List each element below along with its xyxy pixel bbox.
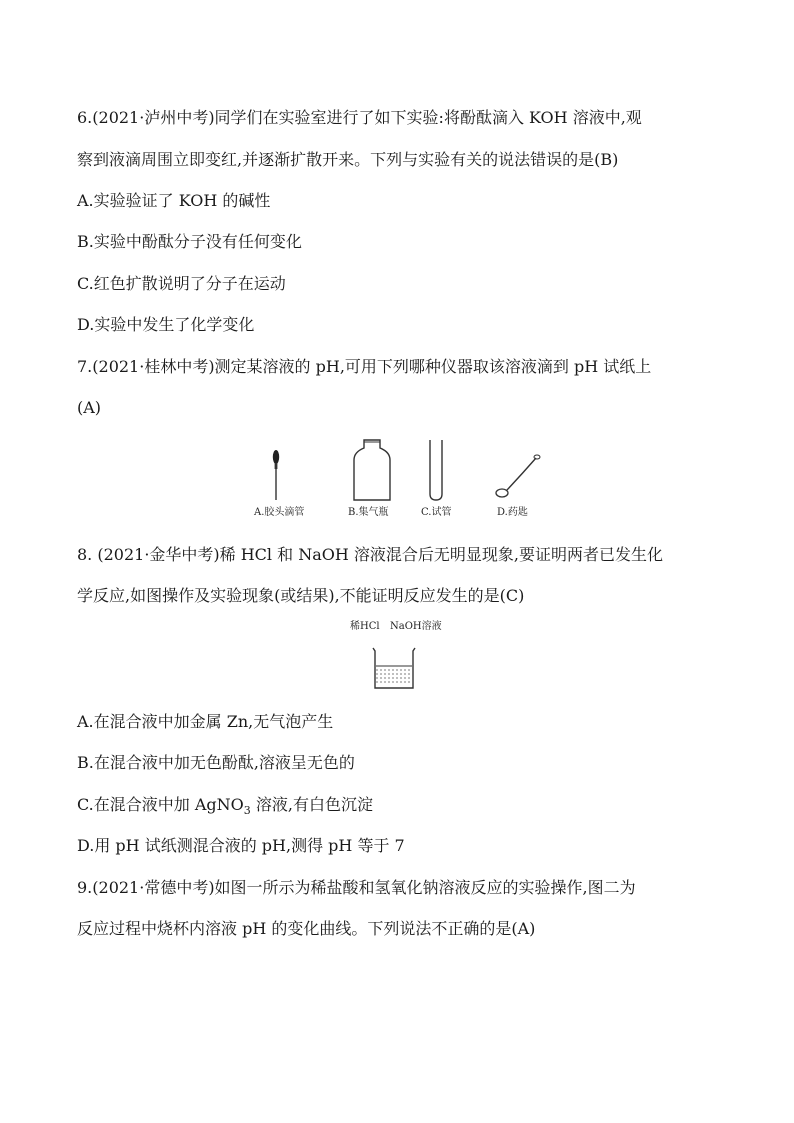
- q7-caption-b: B.集气瓶: [348, 507, 389, 518]
- q8-stem-line1: 8. (2021·金华中考)稀 HCl 和 NaOH 溶液混合后无明显现象,要证明两者已发生化: [77, 545, 663, 564]
- q8-option-c-text: C.在混合液中加 AgNO: [77, 795, 244, 814]
- q7-caption-c: C.试管: [421, 507, 452, 518]
- q6-option-d: D.实验中发生了化学变化: [77, 315, 255, 334]
- q8-label-naoh: NaOH溶液: [390, 621, 442, 632]
- q8-option-a: A.在混合液中加金属 Zn,无气泡产生: [77, 712, 334, 731]
- medicine-spoon-figure: [492, 452, 542, 502]
- q8-stem-line2: 学反应,如图操作及实验现象(或结果),不能证明反应发生的是(C): [77, 586, 525, 605]
- q6-option-c: C.红色扩散说明了分子在运动: [77, 274, 286, 293]
- q6-option-a: A.实验验证了 KOH 的碱性: [77, 191, 271, 210]
- q7-caption-a: A.胶头滴管: [254, 507, 305, 518]
- beaker-figure: [370, 646, 418, 692]
- q6-stem-line2: 察到液滴周围立即变红,并逐渐扩散开来。下列与实验有关的说法错误的是(B): [77, 150, 619, 169]
- test-tube-figure: [426, 438, 446, 504]
- q7-stem-line1: 7.(2021·桂林中考)测定某溶液的 pH,可用下列哪种仪器取该溶液滴到 pH 试纸上: [77, 357, 652, 376]
- q9-stem-line1: 9.(2021·常德中考)如图一所示为稀盐酸和氢氧化钠溶液反应的实验操作,图二为: [77, 878, 636, 897]
- q6-stem-line1: 6.(2021·泸州中考)同学们在实验室进行了如下实验:将酚酞滴入 KOH 溶液中,观: [77, 108, 642, 127]
- q8-option-d: D.用 pH 试纸测混合液的 pH,测得 pH 等于 7: [77, 836, 405, 855]
- rubber-dropper-figure: [262, 448, 292, 504]
- q8-option-c-subscript: 3: [243, 804, 251, 818]
- q9-stem-line2: 反应过程中烧杯内溶液 pH 的变化曲线。下列说法不正确的是(A): [77, 919, 536, 938]
- q6-option-b: B.实验中酚酞分子没有任何变化: [77, 232, 302, 251]
- q8-option-c: [77, 795, 373, 821]
- q8-option-b: B.在混合液中加无色酚酞,溶液呈无色的: [77, 753, 355, 772]
- q7-caption-d: D.药匙: [497, 507, 528, 518]
- gas-jar-figure: [350, 438, 394, 504]
- q7-stem-line2: (A): [77, 398, 102, 417]
- q8-label-hcl: 稀HCl: [350, 621, 380, 632]
- q8-option-c-tail: 溶液,有白色沉淀: [250, 795, 373, 814]
